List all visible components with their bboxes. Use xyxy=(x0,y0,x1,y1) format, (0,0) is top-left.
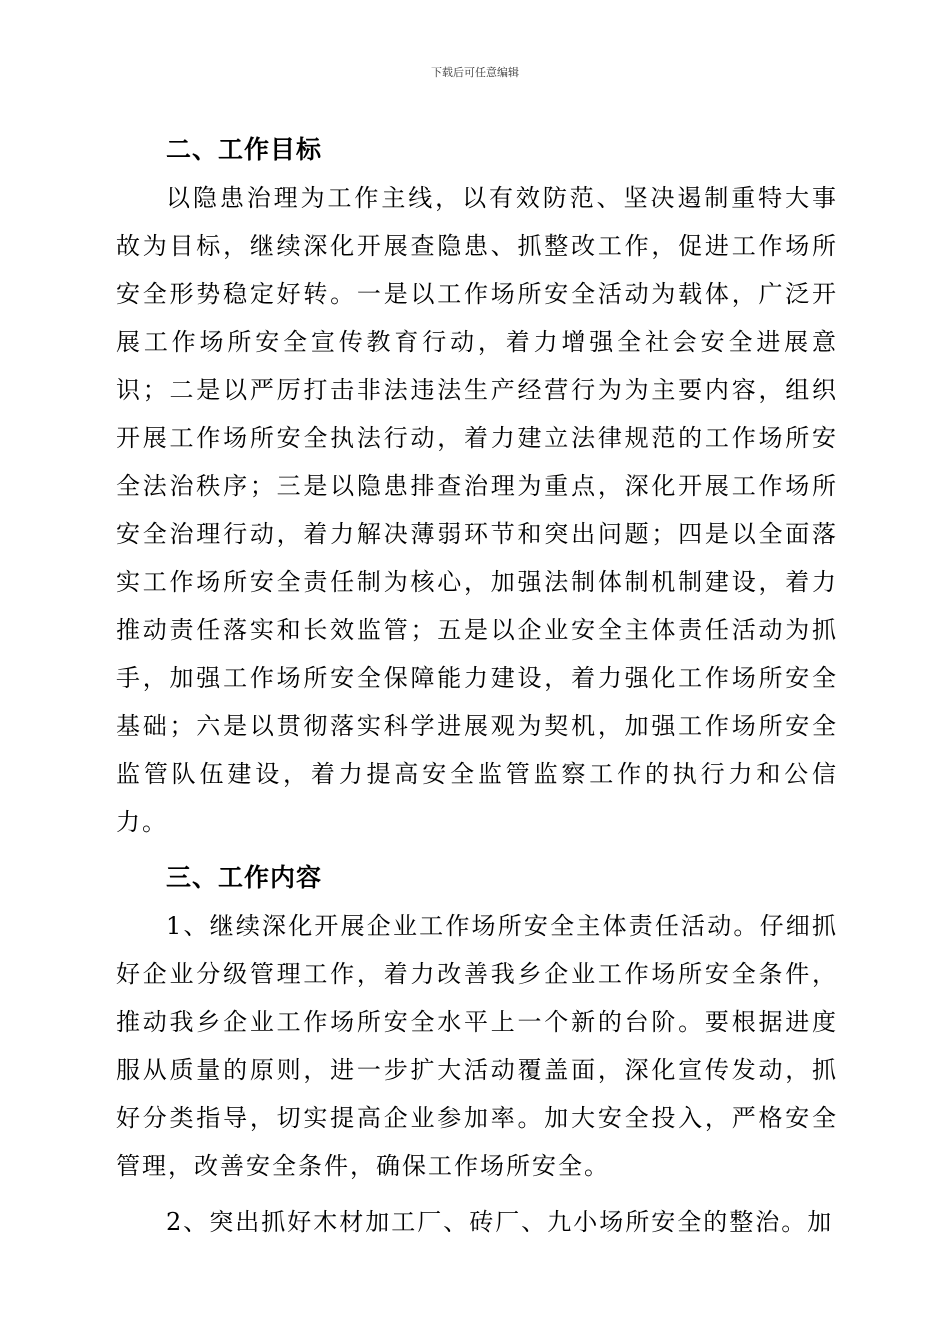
section-three-heading: 三、工作内容 xyxy=(166,863,323,892)
header-note: 下载后可任意编辑 xyxy=(431,66,519,79)
section-two-paragraph: 以隐患治理为工作主线，以有效防范、坚决遏制重特大事故为目标，继续深化开展查隐患、抓整改工作，促进工作场所安全形势稳定好转。一是以工作场所安全活动为载体，广泛开展工作场所安全宣传教育行动，着力增强全社会安全进展意识；二是以严厉打击非法违法生产经营行为为主要内容，组织开展工作场所安全执法行动，着力建立法律规范的工作场所安全法治秩序；三是以隐患排查治理为重点，深化开展工作场所安全治理行动，着力解决薄弱环节和突出问题；四是以全面落实工作场所安全责任制为核心，加强法制体制机制建设，着力推动责任落实和长效监管；五是以企业安全主体责任活动为抓手，加强工作场所安全保障能力建设，着力强化工作场所安全基础；六是以贯彻落实科学进展观为契机，加强工作场所安全监管队伍建设，着力提高安全监管监察工作的执行力和公信力。 xyxy=(116,184,838,836)
section-two-heading: 二、工作目标 xyxy=(166,135,323,164)
section-three-item-2: 2、突出抓好木材加工厂、砖厂、九小场所安全的整治。加 xyxy=(166,1208,834,1236)
document-body xyxy=(116,126,838,1246)
section-three-item-1: 1、继续深化开展企业工作场所安全主体责任活动。仔细抓好企业分级管理工作，着力改善我乡企业工作场所安全条件，推动我乡企业工作场所安全水平上一个新的台阶。要根据进度服从质量的原则，进一步扩大活动覆盖面，深化宣传发动，抓好分类指导，切实提高企业参加率。加大安全投入，严格安全管理，改善安全条件，确保工作场所安全。 xyxy=(116,912,838,1180)
